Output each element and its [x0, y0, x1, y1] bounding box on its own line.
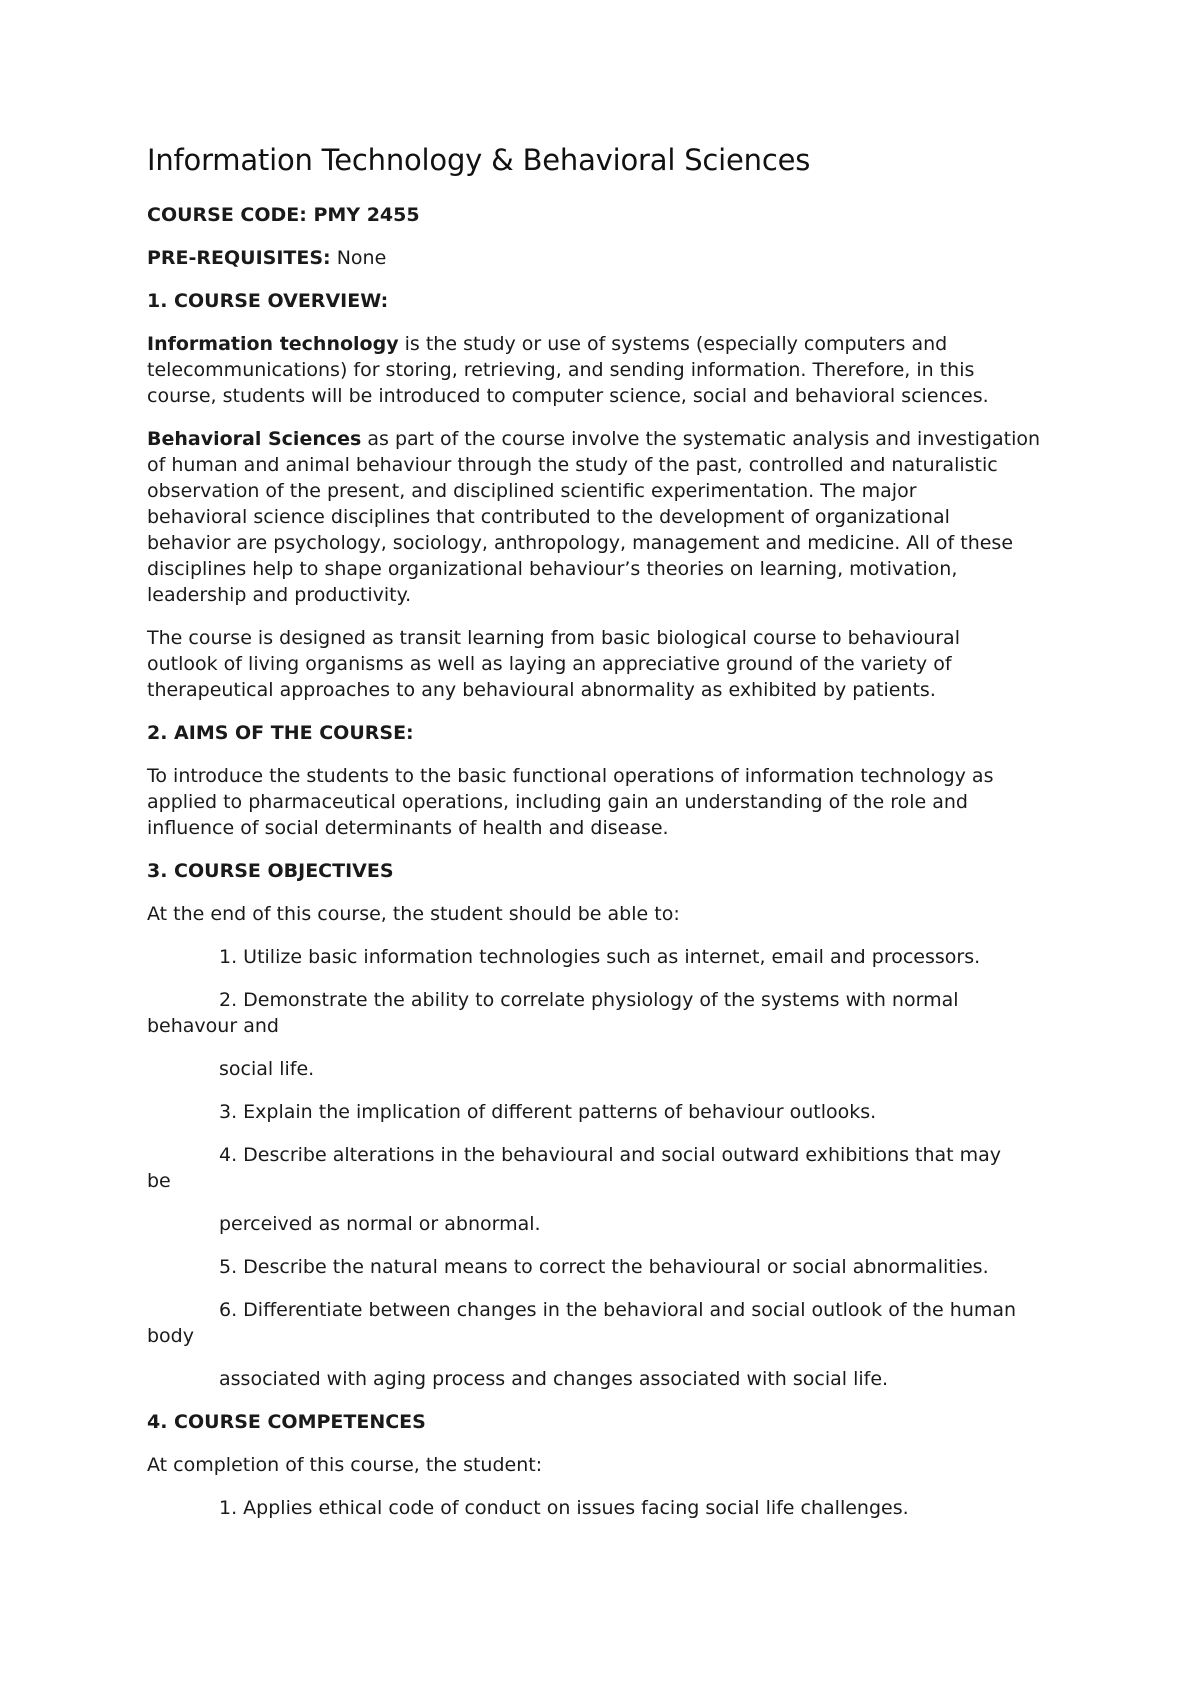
section-4-heading: 4. COURSE COMPETENCES — [147, 1411, 426, 1433]
objective-item-3: 3. Explain the implication of different patterns of behaviour outlooks. — [219, 1101, 877, 1123]
paragraph-line: behavior are psychology, sociology, anthropology, management and medicine. All of these — [147, 532, 1014, 554]
objective-item-5: 5. Describe the natural means to correct the behavioural or social abnormalities. — [219, 1256, 989, 1278]
paragraph-line: leadership and productivity. — [147, 584, 412, 606]
paragraph-line: influence of social determinants of health and disease. — [147, 817, 669, 839]
section-1-heading: 1. COURSE OVERVIEW: — [147, 290, 389, 312]
course-code: COURSE CODE: PMY 2455 — [147, 204, 420, 226]
paragraph-line: disciplines help to shape organizational behaviour’s theories on learning, motivation, — [147, 558, 958, 580]
objectives-intro: At the end of this course, the student should be able to: — [147, 903, 680, 925]
objective-item-4-continuation: perceived as normal or abnormal. — [219, 1213, 541, 1235]
objective-item-2-continuation: social life. — [219, 1058, 315, 1080]
paragraph-line: course, students will be introduced to computer science, social and behavioral sciences. — [147, 385, 989, 407]
document-title: Information Technology & Behavioral Sciences — [147, 143, 811, 177]
paragraph-line: behavioral science disciplines that contributed to the development of organizational — [147, 506, 950, 528]
prerequisites-value: None — [330, 247, 387, 269]
overview-paragraph-3 — [147, 625, 1077, 703]
paragraph-line: To introduce the students to the basic functional operations of information technology as — [147, 765, 994, 787]
overview-paragraph-1 — [147, 331, 1077, 409]
objective-item-6: 6. Differentiate between changes in the behavioral and social outlook of the human body — [147, 1299, 1017, 1347]
paragraph-line: The course is designed as transit learning from basic biological course to behavioural — [147, 627, 960, 649]
paragraph-line: observation of the present, and disciplined scientific experimentation. The major — [147, 480, 917, 502]
objective-item-6-continuation: associated with aging process and changes associated with social life. — [219, 1368, 889, 1390]
paragraph-line: Information technology is the study or use of systems (especially computers and — [147, 333, 948, 355]
paragraph-line: telecommunications) for storing, retrieving, and sending information. Therefore, in this — [147, 359, 975, 381]
section-3-heading: 3. COURSE OBJECTIVES — [147, 860, 394, 882]
paragraph-line: of human and animal behaviour through the study of the past, controlled and naturalistic — [147, 454, 998, 476]
term-behavioral-sciences: Behavioral Sciences — [147, 428, 362, 450]
overview-paragraph-2 — [147, 426, 1077, 608]
document-page — [147, 140, 1077, 1538]
prerequisites-label: PRE-REQUISITES: — [147, 247, 331, 269]
objective-item-2: 2. Demonstrate the ability to correlate physiology of the systems with normal behavour and — [147, 989, 959, 1037]
competence-item-1: 1. Applies ethical code of conduct on issues facing social life challenges. — [219, 1497, 909, 1519]
paragraph-line: therapeutical approaches to any behavioural abnormality as exhibited by patients. — [147, 679, 936, 701]
paragraph-line: outlook of living organisms as well as laying an appreciative ground of the variety of — [147, 653, 952, 675]
term-information-technology: Information technology — [147, 333, 399, 355]
objective-item-1: 1. Utilize basic information technologies such as internet, email and processors. — [219, 946, 981, 968]
objective-item-4: 4. Describe alterations in the behavioural and social outward exhibitions that may be — [147, 1144, 1002, 1192]
aims-paragraph — [147, 763, 1077, 841]
paragraph-line: applied to pharmaceutical operations, including gain an understanding of the role and — [147, 791, 968, 813]
section-2-heading: 2. AIMS OF THE COURSE: — [147, 722, 414, 744]
competences-intro: At completion of this course, the student: — [147, 1454, 543, 1476]
prerequisites — [147, 245, 1077, 271]
paragraph-line: Behavioral Sciences as part of the course involve the systematic analysis and investigation — [147, 428, 1041, 450]
